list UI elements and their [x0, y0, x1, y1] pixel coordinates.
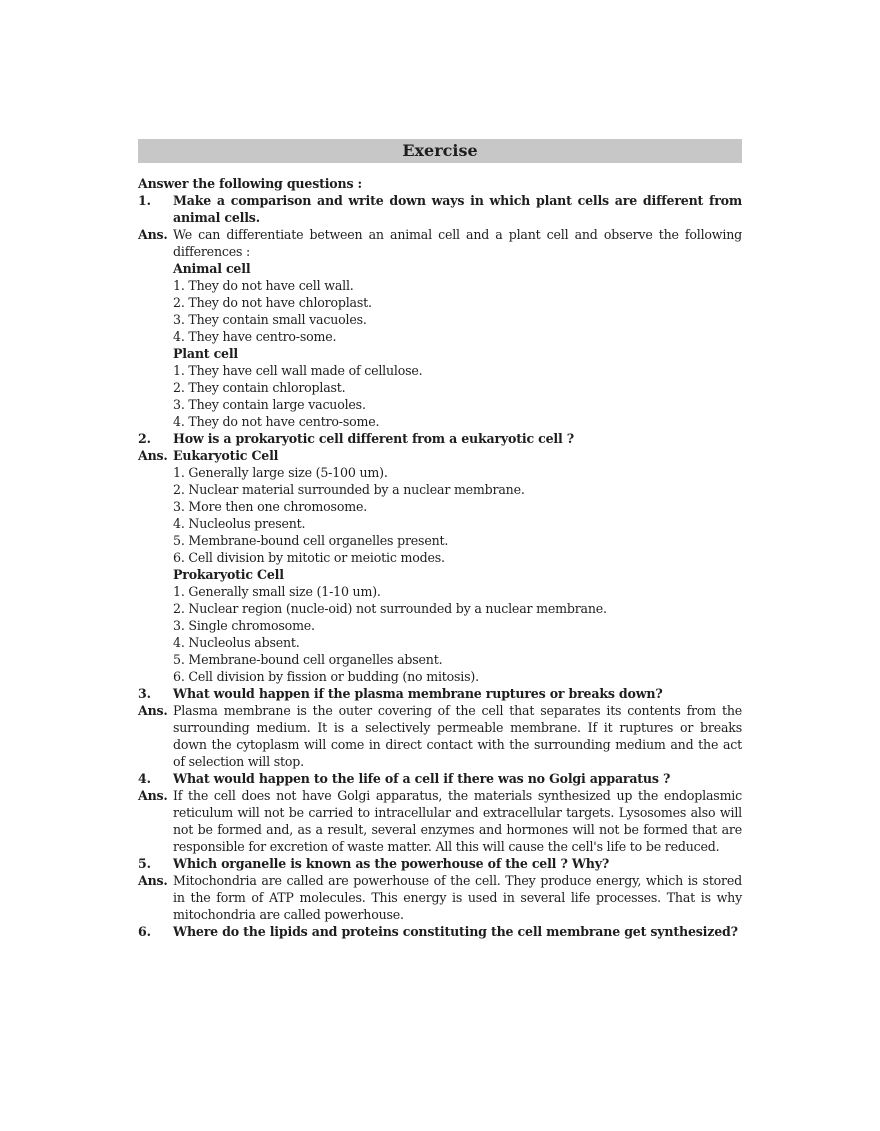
question-text: How is a prokaryotic cell different from a eukaryotic cell ? [173, 431, 574, 446]
answer-5 [138, 872, 742, 923]
question-2 [138, 430, 742, 447]
answer-label: Ans. [138, 703, 168, 718]
list-item: 1. They do not have cell wall. [173, 278, 354, 293]
subheading-eukaryotic-cell: Eukaryotic Cell [173, 448, 279, 463]
answer-label: Ans. [138, 788, 168, 803]
answer-label: Ans. [138, 873, 168, 888]
list-item: 6. Cell division by fission or budding (no mitosis). [173, 669, 479, 684]
list-item: 5. Membrane-bound cell organelles absent. [173, 652, 443, 667]
answer-label: Ans. [138, 227, 168, 242]
list-item: 1. They have cell wall made of cellulose. [173, 363, 423, 378]
list-item: 3. Single chromosome. [173, 618, 315, 633]
list-item: 1. Generally small size (1-10 um). [173, 584, 381, 599]
list-item: 3. They contain large vacuoles. [173, 397, 366, 412]
question-number: 6. [138, 924, 151, 939]
subheading-prokaryotic-cell: Prokaryotic Cell [173, 567, 284, 582]
question-number: 3. [138, 686, 151, 701]
list-item: 3. They contain small vacuoles. [173, 312, 367, 327]
answer-text: Plasma membrane is the outer covering of the cell that separates its contents from the surrounding medium. It is a selectively permeable membrane. If it ruptures or breaks down the cytoplasm will come in direct contact with the surrounding medium and the act of selection will stop. [173, 703, 742, 769]
question-5 [138, 855, 742, 872]
question-6 [138, 923, 742, 940]
question-text: What would happen to the life of a cell if there was no Golgi apparatus ? [173, 771, 671, 786]
answer-text: If the cell does not have Golgi apparatus, the materials synthesized up the endoplasmic reticulum will not be carried to intracellular and extracellular targets. Lysosomes also will not be formed and, as a result, several enzymes and hormones will not be formed that are responsible for excretion of waste matter. All this will cause the cell's life to be reduced. [173, 788, 742, 854]
list-item: 3. More then one chromosome. [173, 499, 367, 514]
subheading-animal-cell: Animal cell [173, 261, 251, 276]
question-1 [138, 192, 742, 226]
answer-text: Mitochondria are called are powerhouse of the cell. They produce energy, which is stored in the form of ATP molecules. This energy is used in several life processes. That is why mitochondria are called powerhouse. [173, 873, 742, 922]
list-item: 1. Generally large size (5-100 um). [173, 465, 388, 480]
answer-1 [138, 226, 742, 430]
question-3 [138, 685, 742, 702]
question-number: 4. [138, 771, 151, 786]
list-item: 4. Nucleolus present. [173, 516, 306, 531]
list-item: 5. Membrane-bound cell organelles present. [173, 533, 449, 548]
answer-3 [138, 702, 742, 770]
answer-text: We can differentiate between an animal cell and a plant cell and observe the following differences : [173, 227, 742, 259]
question-text: Where do the lipids and proteins constituting the cell membrane get synthesized? [173, 924, 738, 939]
list-item: 2. Nuclear material surrounded by a nuclear membrane. [173, 482, 525, 497]
answer-label: Ans. [138, 448, 168, 463]
list-item: 4. They do not have centro-some. [173, 414, 380, 429]
list-item: 4. They have centro-some. [173, 329, 337, 344]
question-text: Make a comparison and write down ways in which plant cells are different from animal cells. [173, 193, 742, 225]
question-text: What would happen if the plasma membrane ruptures or breaks down? [173, 686, 663, 701]
question-number: 2. [138, 431, 151, 446]
question-number: 1. [138, 193, 151, 208]
question-4 [138, 770, 742, 787]
subheading-plant-cell: Plant cell [173, 346, 239, 361]
answer-2 [138, 447, 742, 685]
exercise-page [138, 139, 742, 940]
list-item: 2. They do not have chloroplast. [173, 295, 372, 310]
list-item: 6. Cell division by mitotic or meiotic modes. [173, 550, 445, 565]
question-text: Which organelle is known as the powerhouse of the cell ? Why? [173, 856, 610, 871]
answer-4 [138, 787, 742, 855]
list-item: 4. Nucleolus absent. [173, 635, 300, 650]
question-number: 5. [138, 856, 151, 871]
list-item: 2. Nuclear region (nucle-oid) not surrounded by a nuclear membrane. [173, 601, 607, 616]
instructions: Answer the following questions : [138, 176, 362, 191]
exercise-title: Exercise [138, 139, 742, 163]
list-item: 2. They contain chloroplast. [173, 380, 346, 395]
